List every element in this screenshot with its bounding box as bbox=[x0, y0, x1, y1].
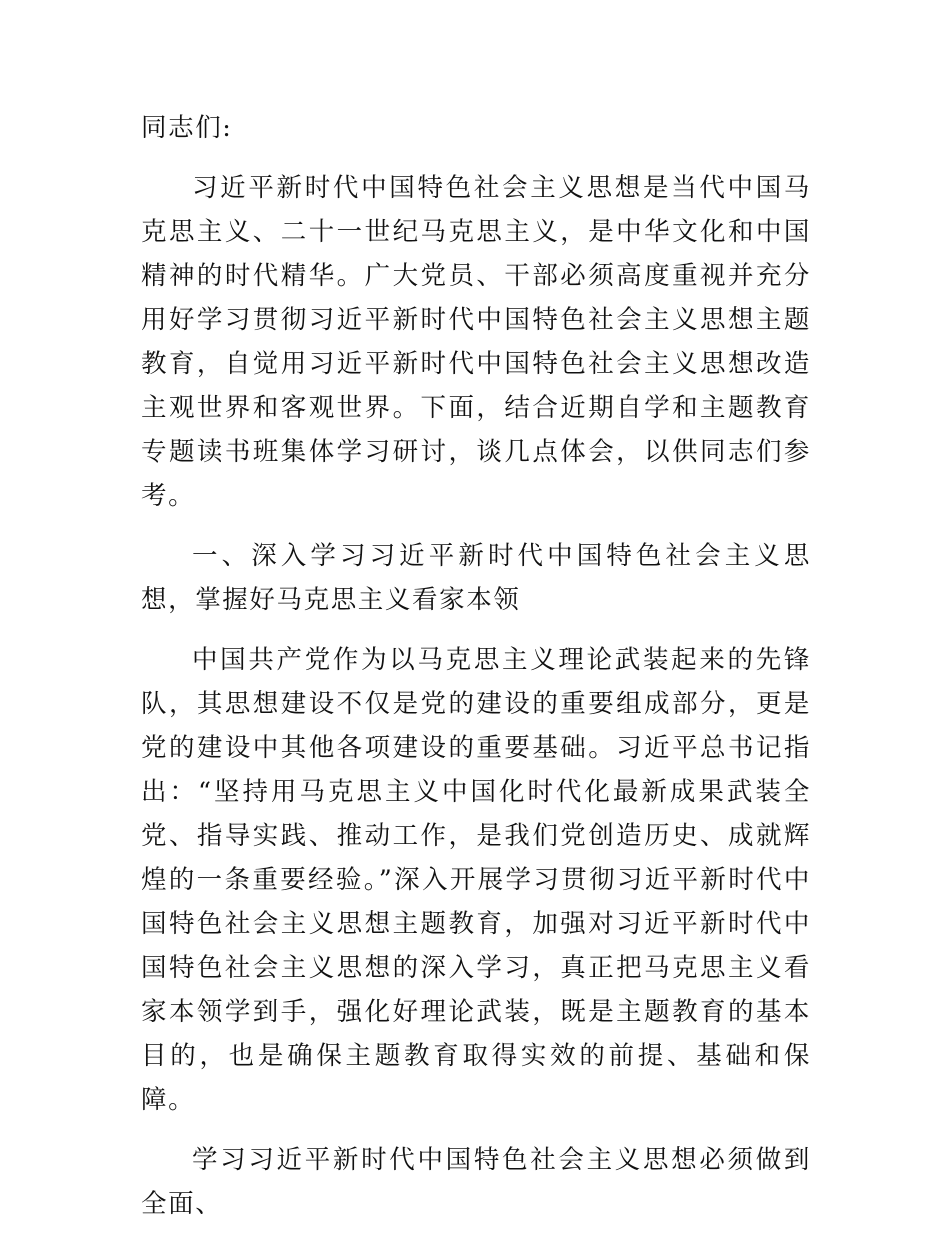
intro-paragraph: 习近平新时代中国特色社会主义思想是当代中国马克思主义、二十一世纪马克思主义，是中华文化和中国精神的时代精华。广大党员、干部必须高度重视并充分用好学习贯彻习近平新时代中国特色社会主义思想主题教育，自觉用习近平新时代中国特色社会主义思想改造主观世界和客观世界。下面，结合近期自学和主题教育专题读书班集体学习研讨，谈几点体会，以供同志们参考。 bbox=[141, 173, 811, 511]
body-paragraph-continued: 学习习近平新时代中国特色社会主义思想必须做到全面、 bbox=[141, 1145, 811, 1219]
body-paragraph: 中国共产党作为以马克思主义理论武装起来的先锋队，其思想建设不仅是党的建设的重要组成部分，更是党的建设中其他各项建设的重要基础。习近平总书记指出：“坚持用马克思主义中国化时代化最新成果武装全党、指导实践、推动工作，是我们党创造历史、成就辉煌的一条重要经验。”深入开展学习贯彻习近平新时代中国特色社会主义思想主题教育，加强对习近平新时代中国特色社会主义思想的深入学习，真正把马克思主义看家本领学到手，强化好理论武装，既是主题教育的基本目的，也是确保主题教育取得实效的前提、基础和保障。 bbox=[141, 645, 811, 1115]
document-body bbox=[141, 106, 811, 1242]
section-heading: 一、深入学习习近平新时代中国特色社会主义思想，掌握好马克思主义看家本领 bbox=[141, 541, 811, 615]
salutation: 同志们: bbox=[141, 113, 233, 143]
